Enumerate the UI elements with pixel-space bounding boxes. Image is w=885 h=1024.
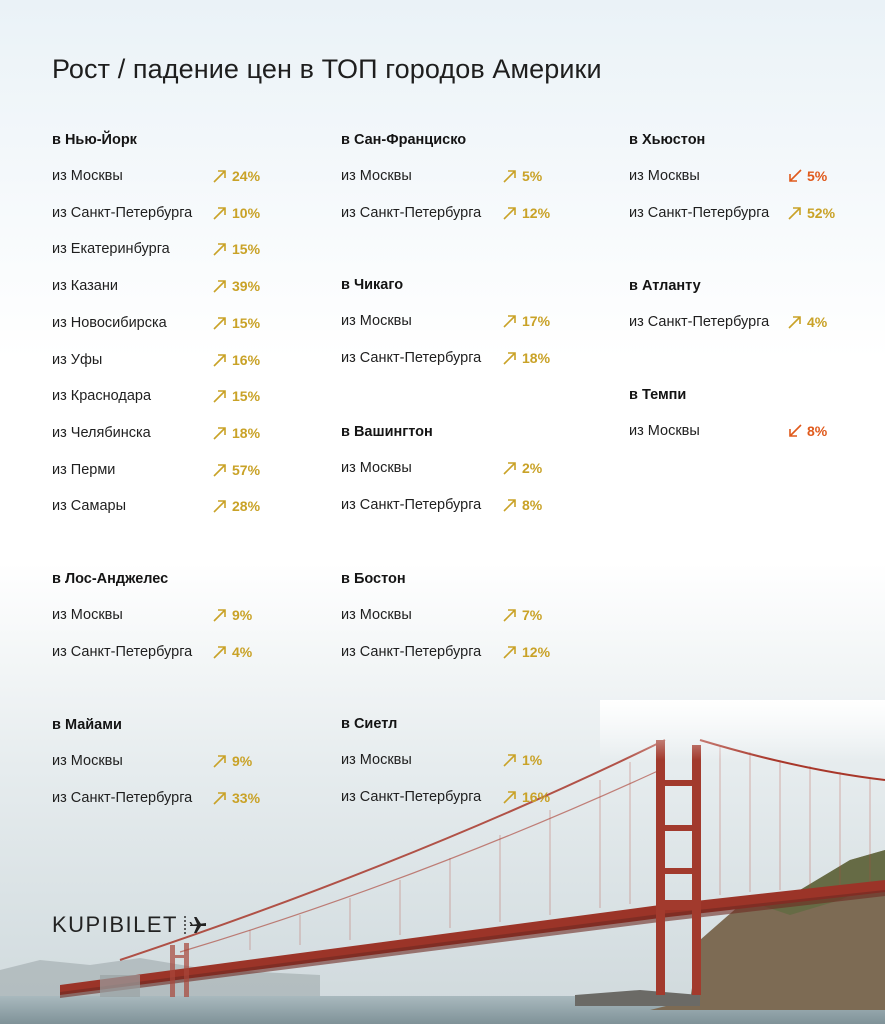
origin-city: из Москвы [52,168,123,184]
price-change-value: 16% [522,788,551,805]
price-row [341,350,601,370]
origin-city: из Санкт-Петербурга [341,496,482,513]
price-row [341,607,601,627]
price-change-value: 7% [522,607,543,623]
origin-city: из Казани [52,278,118,295]
price-change [212,425,260,441]
price-change [787,423,827,439]
price-change-value: 9% [232,607,253,623]
origin-city: из Москвы [341,168,412,184]
city-heading: в Темпи [629,387,687,403]
price-row [341,752,601,772]
price-change-value: 10% [232,204,261,221]
origin-city: из Москвы [52,753,123,769]
price-change-value: 5% [807,168,828,184]
price-change-value: 17% [522,313,551,329]
price-change [212,388,260,404]
price-change-value: 16% [232,351,261,368]
price-change [502,205,550,221]
price-change-value: 24% [232,168,261,184]
city-heading: в Хьюстон [629,132,706,148]
arrow-up-right-icon [502,644,518,660]
plane-icon [182,914,208,936]
price-change-value: 8% [522,496,543,513]
arrow-up-right-icon [212,644,228,660]
arrow-up-right-icon [212,352,228,368]
arrow-up-right-icon [502,205,518,221]
city-heading: в Сан-Франциско [341,132,467,148]
price-row [52,607,312,627]
price-change [212,753,252,769]
price-change [212,607,252,623]
arrow-up-right-icon [212,315,228,331]
price-change-value: 15% [232,241,261,258]
price-change-value: 33% [232,789,261,806]
price-change-value: 28% [232,498,261,515]
origin-city: из Москвы [341,313,412,329]
arrow-up-right-icon [212,388,228,404]
price-row [629,314,885,334]
price-change-value: 8% [807,423,828,439]
price-row [52,241,312,261]
price-row [629,423,885,443]
arrow-up-right-icon [787,314,803,330]
price-change-value: 39% [232,278,261,295]
price-change-value: 4% [807,314,828,330]
origin-city: из Москвы [629,168,700,184]
price-row [52,753,312,773]
price-change [502,752,542,768]
origin-city: из Санкт-Петербурга [52,789,193,806]
price-row [52,790,312,810]
price-row [341,497,601,517]
arrow-up-right-icon [212,425,228,441]
price-change-value: 57% [232,461,261,478]
city-heading: в Нью-Йорк [52,132,137,148]
arrow-up-right-icon [212,241,228,257]
price-change-value: 9% [232,753,253,769]
price-row [629,168,885,188]
city-heading: в Атланту [629,278,701,294]
brand-name: KUPIBILET [52,912,178,937]
price-change [502,313,550,329]
arrow-down-left-icon [787,423,803,439]
origin-city: из Санкт-Петербурга [341,788,482,805]
arrow-up-right-icon [212,753,228,769]
origin-city: из Санкт-Петербурга [52,204,193,221]
origin-city: из Санкт-Петербурга [629,314,770,330]
origin-city: из Самары [52,498,126,515]
price-change [212,168,260,184]
price-change-value: 52% [807,204,836,221]
price-change [212,790,260,806]
origin-city: из Новосибирска [52,314,167,331]
price-row [341,644,601,664]
arrow-up-right-icon [212,498,228,514]
arrow-up-right-icon [212,607,228,623]
price-row [341,789,601,809]
arrow-up-right-icon [502,497,518,513]
price-change [212,278,260,294]
kupibilet-logo [52,912,208,938]
price-change-value: 12% [522,643,551,660]
arrow-up-right-icon [212,462,228,478]
price-change [787,168,827,184]
origin-city: из Москвы [52,607,123,623]
price-row [52,388,312,408]
arrow-down-left-icon [787,168,803,184]
arrow-up-right-icon [502,460,518,476]
origin-city: из Уфы [52,351,103,368]
origin-city: из Санкт-Петербурга [341,349,482,366]
price-change [502,789,550,805]
price-row [52,168,312,188]
price-change-value: 15% [232,314,261,331]
price-change [212,498,260,514]
origin-city: из Санкт-Петербурга [52,643,193,660]
price-row [341,460,601,480]
price-change-value: 5% [522,168,543,184]
price-change [502,497,542,513]
origin-city: из Москвы [341,607,412,623]
price-row [341,168,601,188]
price-row [52,498,312,518]
price-change-value: 2% [522,460,543,476]
price-change [502,607,542,623]
price-row [52,352,312,372]
price-row [52,278,312,298]
price-row [52,644,312,664]
arrow-up-right-icon [212,790,228,806]
origin-city: из Москвы [341,752,412,768]
arrow-up-right-icon [502,789,518,805]
arrow-up-right-icon [502,350,518,366]
origin-city: из Москвы [629,423,700,439]
arrow-up-right-icon [212,278,228,294]
price-row [52,425,312,445]
origin-city: из Санкт-Петербурга [341,204,482,221]
price-row [341,313,601,333]
arrow-up-right-icon [212,168,228,184]
arrow-up-right-icon [502,313,518,329]
price-change [212,205,260,221]
origin-city: из Москвы [341,460,412,476]
city-heading: в Лос-Анджелес [52,571,169,587]
origin-city: из Екатеринбурга [52,241,170,258]
price-change [502,350,550,366]
price-change-value: 18% [522,349,551,366]
price-change [212,352,260,368]
price-change [212,644,252,660]
city-heading: в Бостон [341,571,406,587]
price-change-value: 4% [232,643,253,660]
city-heading: в Вашингтон [341,424,433,440]
price-change [502,460,542,476]
price-change [787,314,827,330]
price-change [502,168,542,184]
price-change-value: 18% [232,424,261,441]
price-row [341,205,601,225]
price-change-value: 15% [232,388,261,405]
price-row [629,205,885,225]
price-change-value: 1% [522,752,543,768]
city-heading: в Чикаго [341,277,404,293]
price-row [52,462,312,482]
city-heading: в Майами [52,717,122,733]
price-change [787,205,835,221]
arrow-up-right-icon [787,205,803,221]
price-change-value: 12% [522,204,551,221]
origin-city: из Санкт-Петербурга [341,643,482,660]
arrow-up-right-icon [502,607,518,623]
price-change [212,315,260,331]
price-row [52,205,312,225]
price-change [212,462,260,478]
arrow-up-right-icon [502,168,518,184]
price-change [212,241,260,257]
origin-city: из Санкт-Петербурга [629,204,770,221]
price-row [52,315,312,335]
city-heading: в Сиетл [341,716,398,732]
price-change [502,644,550,660]
origin-city: из Краснодара [52,388,152,405]
origin-city: из Перми [52,461,116,478]
arrow-up-right-icon [212,205,228,221]
page-title: Рост / падение цен в ТОП городов Америки [52,54,602,84]
arrow-up-right-icon [502,752,518,768]
origin-city: из Челябинска [52,424,151,441]
